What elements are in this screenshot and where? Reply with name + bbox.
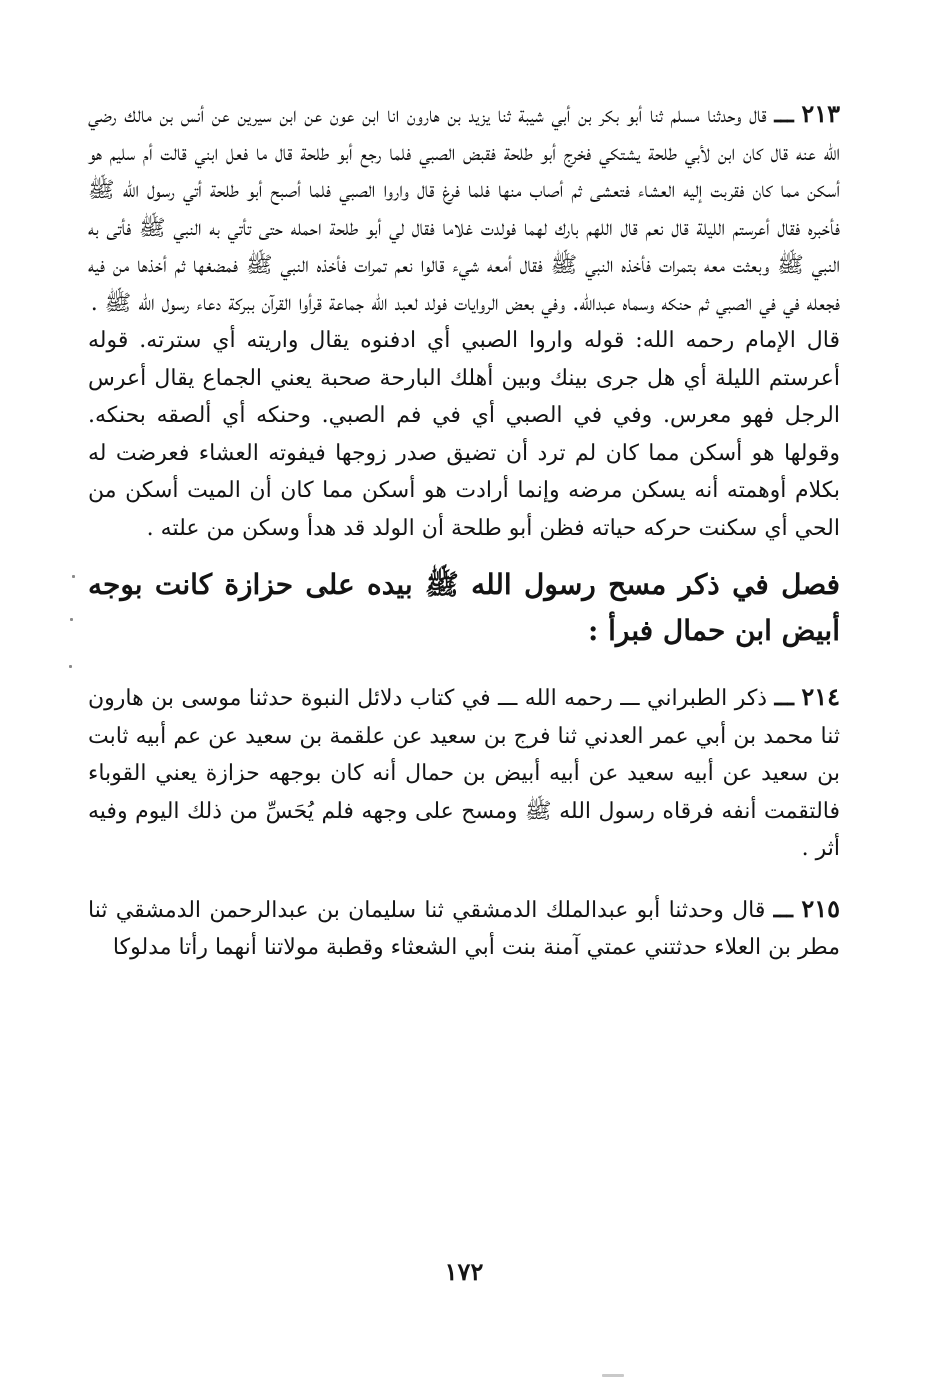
section-heading: فصل في ذكر مسح رسول الله ﷺ بيده على حزازة كانت بوجه أبيض ابن حمال فبرأ : (88, 568, 840, 647)
hadith-text: قال وحدثنا مسلم ثنا أبو بكر بن أبي شيبة ثنا يزيد بن هارون انا ابن عون عن ابن سيرين عن أنس بن مالك رضي الله عنه قال كان ابن لأبي طلحة يشتكي فخرج أبو طلحة فقبض الصبي فلما رجع أبو طلحة قال ما فعل ابني قالت أم سليم هو أسكن مما كان فقربت إليه العشاء فتعشى ثم أصاب منها فلما فرغ قال واروا الصبي فلما أصبح أبو طلحة أتي رسول الله ﷺ فأخبره فقال أعرستم الليلة قال نعم قال اللهم بارك لهما فولدت غلاما فقال لي أبو طلحة احمله حتى تأتي به النبي ﷺ فأتى به النبي ﷺ وبعثت معه بتمرات فأخذه النبي ﷺ فقال أمعه شيء قالوا نعم تمرات فأخذه النبي ﷺ فمضغها ثم أخذها من فيه فجعله في في الصبي ثم حنكه وسماه عبدالله. وفي بعض الروايات فولد لعبد الله جماعة قرأوا القرآن ببركة دعاء رسول الله ﷺ . (88, 103, 840, 316)
scan-speck (72, 575, 75, 578)
hadith-dash: ـــ (774, 102, 794, 128)
hadith-dash: ـــ (774, 685, 794, 711)
commentary-paragraph (88, 322, 840, 547)
hadith-number: ٢١٣ (801, 99, 840, 128)
hadith-213 (88, 95, 840, 322)
scan-speck (602, 1374, 624, 1377)
scan-speck (69, 665, 72, 668)
scan-speck (70, 618, 73, 621)
page-body (88, 95, 840, 967)
hadith-number: ٢١٥ (801, 893, 840, 923)
hadith-text: قال وحدثنا أبو عبدالملك الدمشقي ثنا سليمان بن عبدالرحمن الدمشقي ثنا مطر بن العلاء حدثتني عمتي آمنة بنت أبي الشعثاء وقطبة مولاتنا أنهما رأتا مدلوكا (88, 897, 840, 960)
hadith-214 (88, 678, 840, 868)
commentary-text: قال الإمام رحمه الله: قوله واروا الصبي أي ادفنوه يقال واريته أي سترته. قوله أعرستم الليلة أي هل جرى بينك وبين أهلك البارحة صحبة يعني الجماع يقال أعرس الرجل فهو معرس. وفي في الصبي أي في فم الصبي. وحنكه أي ألصقه بحنكه. وقولها هو أسكن مما كان لم ترد أن تضيق صدر زوجها فيفوته العشاء فعرضت له بكلام أوهمته أنه يسكن مرضه وإنما أرادت هو أسكن مما كان أن الميت أسكن من الحي أي سكنت حركه حياته فظن أبو طلحة أن الولد قد هدأ وسكن من علته . (88, 328, 840, 541)
page-number: ١٧٢ (444, 1257, 484, 1286)
hadith-215 (88, 890, 840, 967)
hadith-dash: ـــ (773, 896, 793, 923)
hadith-number: ٢١٤ (801, 682, 840, 711)
hadith-text: ذكر الطبراني ـــ رحمه الله ـــ في كتاب دلائل النبوة حدثنا موسى بن هارون ثنا محمد بن أبي عمر العدني ثنا فرج بن سعيد عن علقمة بن سعيد عن عم أبيه ثابت بن سعيد عن أبيه سعيد عن أبيه أبيض بن حمال أنه كان بوجهه حزازة يعني القوباء فالتقمت أنفه فرقاه رسول الله ﷺ ومسح على وجهه فلم يُحَسِّ من ذلك اليوم وفيه أثر . (88, 686, 840, 861)
